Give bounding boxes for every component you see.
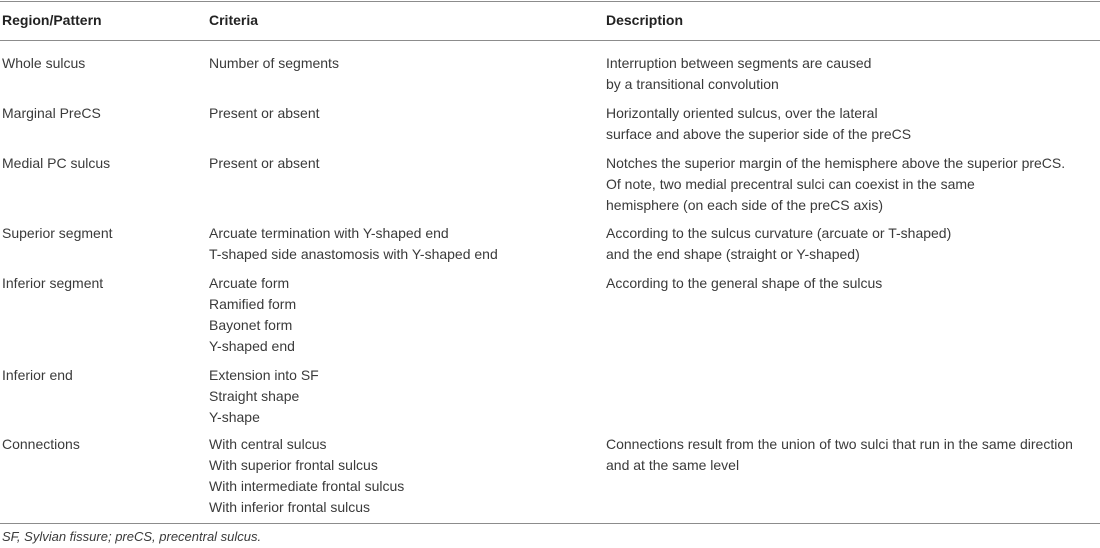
description-cell: Connections result from the union of two sulci that run in the same direction and at the same level xyxy=(606,436,1073,473)
criteria-cell: Present or absent xyxy=(209,155,320,171)
criteria-cell: Present or absent xyxy=(209,105,320,121)
description-cell: According to the general shape of the sulcus xyxy=(606,275,883,291)
table-footnote: SF, Sylvian fissure; preCS, precentral sulcus. xyxy=(2,529,262,544)
region-cell: Inferior end xyxy=(2,367,73,383)
table-header-rule xyxy=(0,40,1100,41)
region-cell: Connections xyxy=(2,436,80,452)
table-bottom-rule xyxy=(0,523,1100,524)
description-cell: Interruption between segments are caused by a transitional convolution xyxy=(606,55,872,92)
criteria-cell: Arcuate termination with Y-shaped end T-shaped side anastomosis with Y-shaped end xyxy=(209,225,498,262)
header-region: Region/Pattern xyxy=(2,12,102,28)
region-cell: Marginal PreCS xyxy=(2,105,101,121)
region-cell: Medial PC sulcus xyxy=(2,155,111,171)
description-cell: Notches the superior margin of the hemisphere above the superior preCS. Of note, two medial precentral sulci can coexist in the same hemisphere (on each side of the preCS axis) xyxy=(606,155,1066,213)
criteria-cell: Number of segments xyxy=(209,55,339,71)
region-cell: Inferior segment xyxy=(2,275,104,291)
criteria-cell: With central sulcus With superior frontal sulcus With intermediate frontal sulcus With inferior frontal sulcus xyxy=(209,436,405,515)
description-cell: Horizontally oriented sulcus, over the lateral surface and above the superior side of the preCS xyxy=(606,105,912,142)
header-description: Description xyxy=(606,12,684,28)
criteria-cell: Extension into SF Straight shape Y-shape xyxy=(209,367,319,425)
table-top-rule xyxy=(0,1,1100,2)
region-cell: Superior segment xyxy=(2,225,113,241)
criteria-cell: Arcuate form Ramified form Bayonet form Y-shaped end xyxy=(209,275,297,354)
description-cell: According to the sulcus curvature (arcuate or T-shaped) and the end shape (straight or Y-shaped) xyxy=(606,225,952,262)
region-cell: Whole sulcus xyxy=(2,55,86,71)
header-criteria: Criteria xyxy=(209,12,259,28)
